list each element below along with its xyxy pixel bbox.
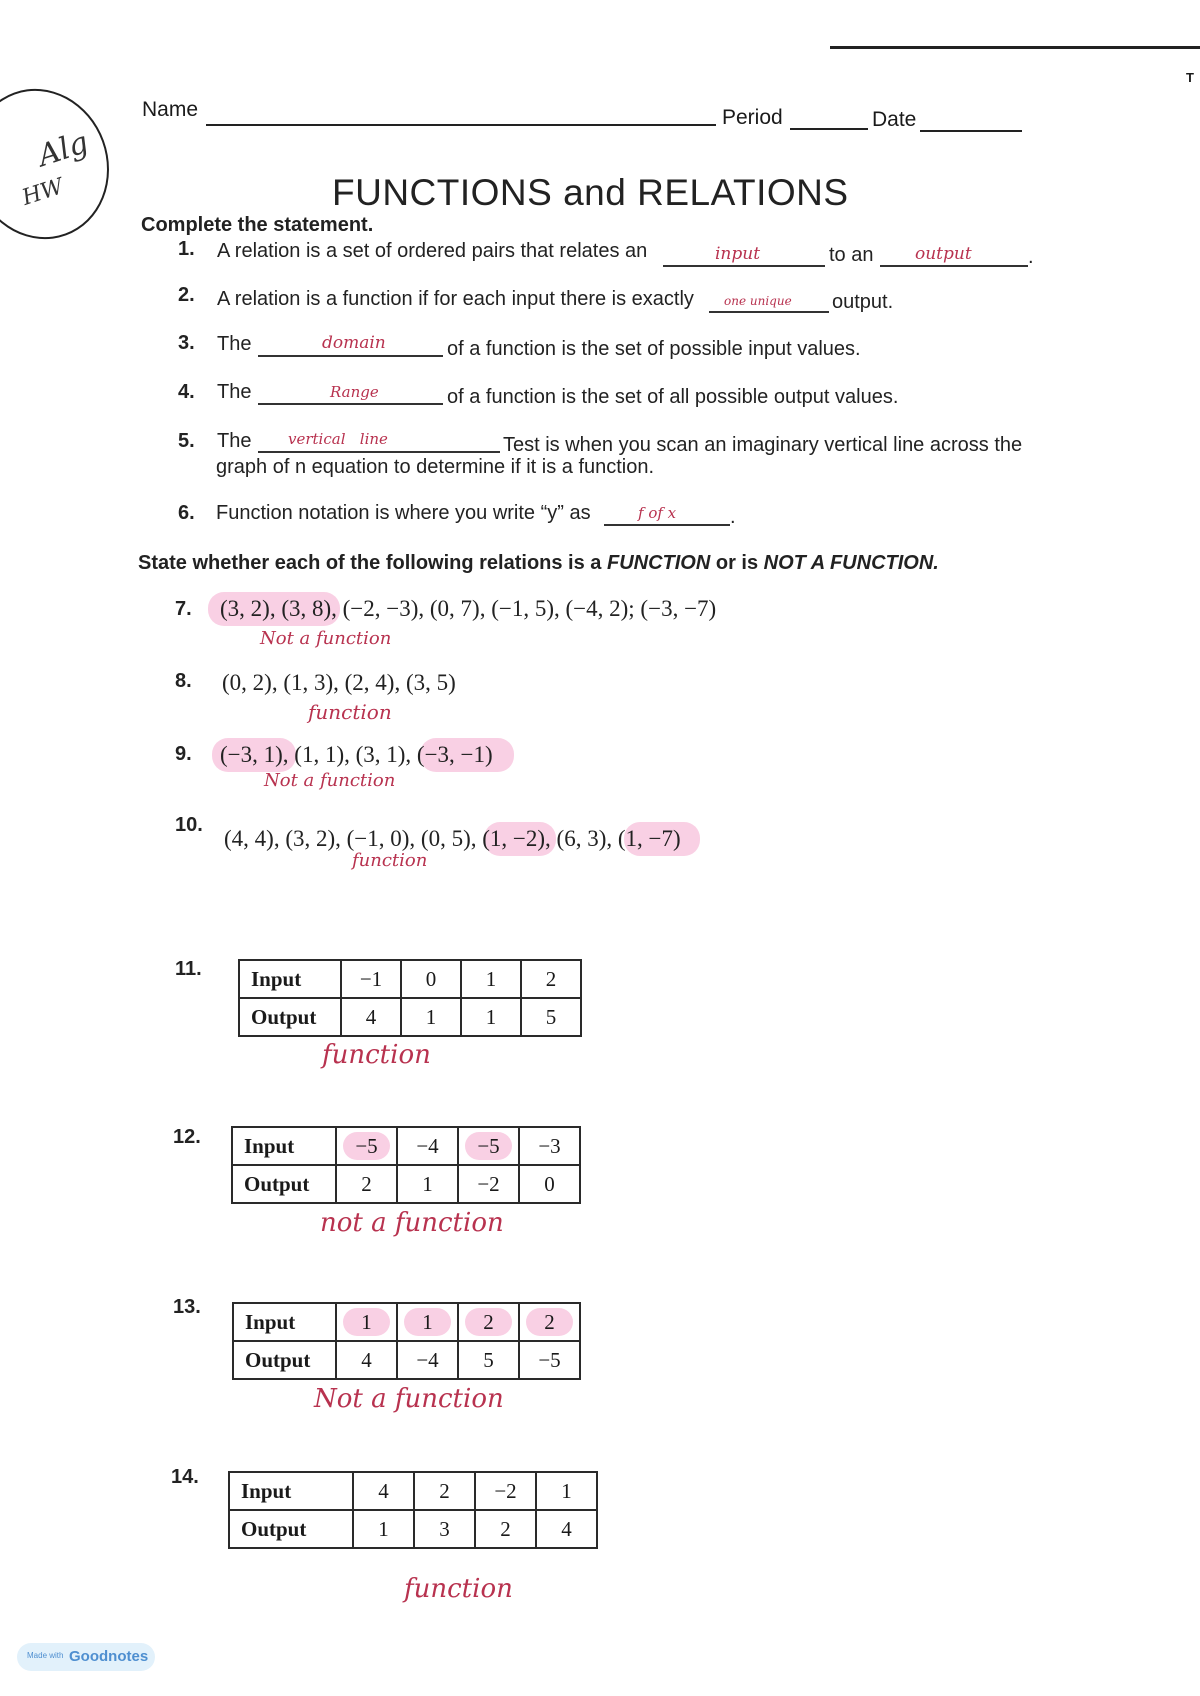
q2-text-a: A relation is a function if for each input there is exactly (217, 288, 694, 310)
period-line[interactable] (790, 128, 868, 130)
q11-table (238, 959, 582, 1037)
top-rule (830, 46, 1200, 49)
q1-answer-1: input (715, 244, 761, 264)
input-label: Input (239, 960, 341, 998)
q6-text-b: . (730, 506, 736, 528)
table-row (239, 998, 581, 1036)
output-cell: 0 (519, 1165, 580, 1203)
q7-answer: Not a function (260, 628, 392, 649)
q6-answer: f of x (638, 504, 677, 522)
q9-number: 9. (175, 743, 192, 765)
section1-instruction: Complete the statement. (141, 214, 374, 236)
corner-mark: T (1186, 70, 1194, 85)
q5-answer: vertical line (288, 430, 388, 448)
input-cell: 1 (397, 1303, 458, 1341)
q14-table (228, 1471, 598, 1549)
q2-answer: one unique (724, 294, 792, 308)
q10-answer: function (352, 850, 428, 871)
q8-answer: function (308, 700, 392, 724)
output-cell: −4 (397, 1341, 458, 1379)
output-cell: 2 (475, 1510, 536, 1548)
q3-answer: domain (322, 333, 386, 353)
q8-pairs: (0, 2), (1, 3), (2, 4), (3, 5) (222, 670, 456, 695)
output-cell: −2 (458, 1165, 519, 1203)
section2-instruction-c: or is (710, 552, 764, 574)
q4-answer: Range (330, 383, 379, 401)
q7-pairs: (3, 2), (3, 8), (−2, −3), (0, 7), (−1, 5), (−4, 2); (−3, −7) (220, 596, 717, 621)
q13-table (232, 1302, 581, 1380)
q2-number: 2. (178, 284, 195, 306)
input-cell: 2 (458, 1303, 519, 1341)
q14-answer: function (404, 1574, 513, 1604)
output-cell: 4 (336, 1341, 397, 1379)
q2-text-b: output. (832, 291, 894, 313)
q3-blank[interactable] (258, 355, 443, 357)
output-label: Output (239, 998, 341, 1036)
section2-instruction (138, 552, 939, 575)
q6-blank[interactable] (604, 524, 730, 526)
q4-text-b: of a function is the set of all possible output values. (447, 386, 899, 408)
q4-blank[interactable] (258, 403, 443, 405)
q9-answer: Not a function (264, 770, 396, 791)
q3-text-b: of a function is the set of possible input values. (447, 338, 861, 360)
q7-number: 7. (175, 598, 192, 620)
table-row (229, 1510, 597, 1548)
output-cell: 1 (397, 1165, 458, 1203)
output-cell: 4 (341, 998, 401, 1036)
input-cell: 0 (401, 960, 461, 998)
q12-table (231, 1126, 581, 1204)
table-row (232, 1127, 580, 1165)
output-cell: 1 (401, 998, 461, 1036)
output-label: Output (233, 1341, 336, 1379)
input-cell: −1 (341, 960, 401, 998)
output-cell: 1 (461, 998, 521, 1036)
q12-answer: not a function (320, 1208, 504, 1238)
input-cell: 1 (536, 1472, 597, 1510)
q10-pairs: (4, 4), (3, 2), (−1, 0), (0, 5), (1, −2), (6, 3), (1, −7) (224, 826, 681, 851)
table-row (233, 1341, 580, 1379)
q11-number: 11. (175, 958, 202, 980)
q3-number: 3. (178, 332, 195, 354)
table-row (232, 1165, 580, 1203)
q13-answer: Not a function (314, 1384, 504, 1414)
q1-text-b: to an (829, 244, 874, 266)
q3-text-a: The (217, 333, 252, 355)
q11-answer: function (322, 1040, 431, 1070)
q5-number: 5. (178, 430, 195, 452)
output-label: Output (232, 1165, 336, 1203)
q4-number: 4. (178, 381, 195, 403)
q1-blank-2[interactable] (880, 265, 1028, 267)
input-cell: 2 (519, 1303, 580, 1341)
date-line[interactable] (920, 130, 1022, 132)
badge-small-text: Made with (27, 1651, 64, 1660)
output-cell: 5 (458, 1341, 519, 1379)
output-cell: 5 (521, 998, 581, 1036)
page-title: FUNCTIONS and RELATIONS (332, 172, 849, 213)
input-cell: −2 (475, 1472, 536, 1510)
table-row (229, 1472, 597, 1510)
output-label: Output (229, 1510, 353, 1548)
input-cell: −5 (458, 1127, 519, 1165)
output-cell: 3 (414, 1510, 475, 1548)
q1-number: 1. (178, 238, 195, 260)
period-label: Period (722, 106, 783, 129)
input-cell: −4 (397, 1127, 458, 1165)
output-cell: 1 (353, 1510, 414, 1548)
input-cell: 4 (353, 1472, 414, 1510)
q1-answer-2: output (915, 244, 972, 264)
q5-text-b: Test is when you scan an imaginary vertical line across the (503, 434, 1023, 456)
badge-brand-text: Goodnotes (69, 1648, 149, 1665)
q2-blank[interactable] (709, 311, 829, 313)
input-cell: −3 (519, 1127, 580, 1165)
q13-number: 13. (173, 1296, 201, 1318)
input-label: Input (229, 1472, 353, 1510)
q1-text-c: . (1028, 246, 1034, 268)
q1-text-a: A relation is a set of ordered pairs that relates an (217, 240, 648, 262)
input-label: Input (233, 1303, 336, 1341)
section2-instruction-d: NOT A FUNCTION. (763, 552, 939, 574)
q5-blank[interactable] (258, 451, 500, 453)
q10-number: 10. (175, 814, 203, 836)
output-cell: 4 (536, 1510, 597, 1548)
section2-instruction-b: FUNCTION (606, 552, 711, 574)
q12-number: 12. (173, 1126, 201, 1148)
output-cell: 2 (336, 1165, 397, 1203)
q6-number: 6. (178, 502, 195, 524)
q5-text-c: graph of n equation to determine if it is a function. (216, 456, 655, 478)
input-cell: 2 (521, 960, 581, 998)
q6-text-a: Function notation is where you write “y” as (216, 502, 591, 524)
name-label: Name (142, 98, 199, 121)
margin-note-hw: HW (19, 174, 67, 211)
input-label: Input (232, 1127, 336, 1165)
q4-text-a: The (217, 381, 252, 403)
name-line[interactable] (206, 124, 716, 126)
input-cell: 1 (336, 1303, 397, 1341)
q8-number: 8. (175, 670, 192, 692)
section2-instruction-a: State whether each of the following relations is a (138, 552, 607, 574)
q1-blank-1[interactable] (663, 265, 825, 267)
input-cell: 2 (414, 1472, 475, 1510)
input-cell: −5 (336, 1127, 397, 1165)
margin-note-alg: Alg (33, 125, 93, 174)
q5-text-a: The (217, 430, 252, 452)
q9-pairs: (−3, 1), (1, 1), (3, 1), (−3, −1) (220, 742, 493, 767)
q14-number: 14. (171, 1466, 199, 1488)
table-row (239, 960, 581, 998)
date-label: Date (872, 108, 917, 131)
goodnotes-badge[interactable] (17, 1643, 155, 1671)
output-cell: −5 (519, 1341, 580, 1379)
input-cell: 1 (461, 960, 521, 998)
table-row (233, 1303, 580, 1341)
